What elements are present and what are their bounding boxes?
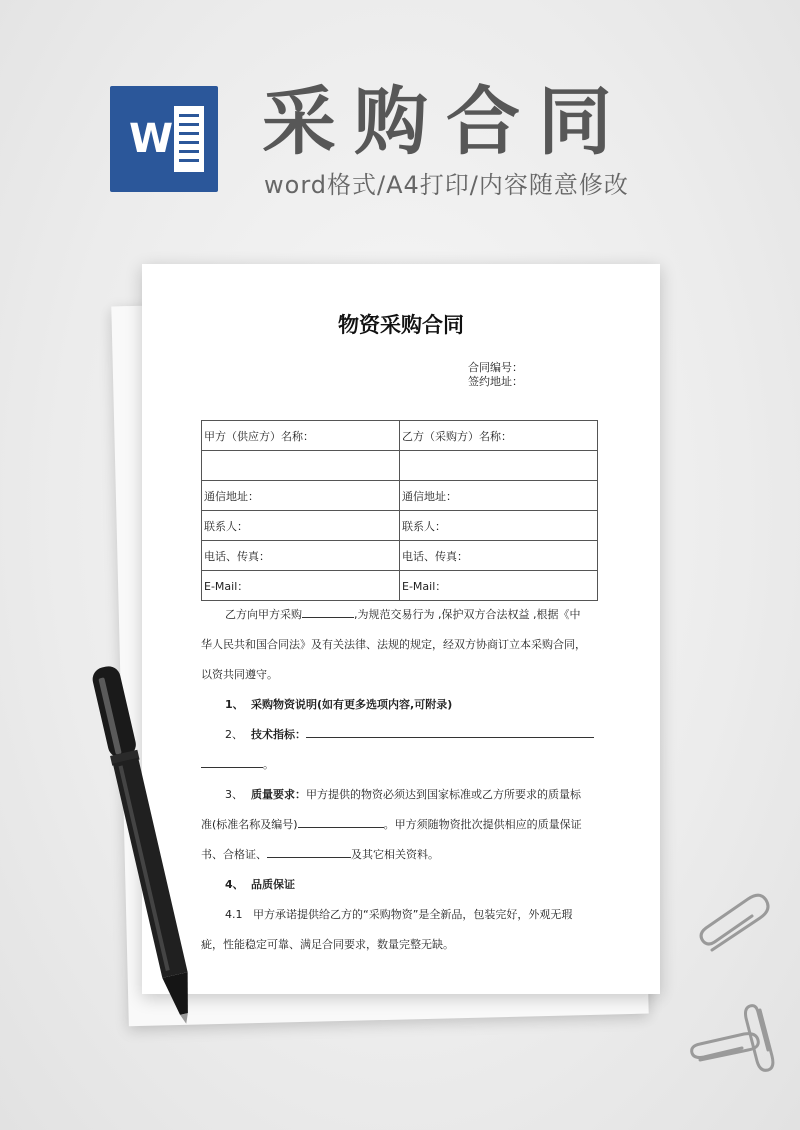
- supplier-contact-cell: 联系人：: [202, 511, 400, 541]
- document-title: 物资采购合同: [338, 313, 464, 337]
- table-row: [202, 571, 598, 601]
- party-info-table: [201, 420, 598, 601]
- blank-line: [298, 815, 384, 828]
- section-4-1-line-1: [201, 900, 599, 930]
- supplier-phone-cell: 电话、传真：: [202, 541, 400, 571]
- intro-text: 乙方向甲方采购: [225, 608, 302, 621]
- section-text: 及其它相关资料。: [351, 848, 439, 861]
- intro-line-3: 以资共同遵守。: [201, 668, 278, 681]
- contract-meta: [468, 361, 588, 389]
- buyer-phone-cell: 电话、传真：: [400, 541, 598, 571]
- section-number: 4、: [225, 878, 244, 891]
- table-row: [202, 421, 598, 451]
- section-3-line-2: [201, 810, 599, 840]
- buyer-name-cell: 乙方（采购方）名称：: [400, 421, 598, 451]
- blank-line: [267, 845, 351, 858]
- section-3-line-1: [201, 780, 599, 810]
- section-text: 准(标准名称及编号): [201, 818, 298, 831]
- supplier-email-cell: E-Mail：: [202, 571, 400, 601]
- section-title: 品质保证: [251, 878, 295, 891]
- blank-line: [306, 725, 594, 738]
- contract-no-label: 合同编号：: [468, 361, 523, 374]
- buyer-contact-cell: 联系人：: [400, 511, 598, 541]
- intro-line-1: [201, 600, 599, 630]
- sign-place-label: 签约地址：: [468, 375, 523, 388]
- intro-text: ,为规范交易行为 ,保护双方合法权益 ,根据《中: [354, 608, 581, 621]
- section-title: 质量要求：: [251, 788, 306, 801]
- table-row: [202, 511, 598, 541]
- word-logo-lines: [174, 106, 204, 172]
- section-4-heading: [201, 870, 599, 900]
- supplier-name-cell: 甲方（供应方）名称：: [202, 421, 400, 451]
- section-number: 4.1: [225, 908, 243, 921]
- buyer-name-value-cell: [400, 451, 598, 481]
- table-row: [202, 481, 598, 511]
- document-sheet: [142, 264, 660, 994]
- section-text: 甲方承诺提供给乙方的“采购物资”是全新品，包装完好，外观无瑕: [253, 908, 573, 921]
- blank-line: [302, 605, 354, 618]
- word-logo-letter: W: [128, 116, 174, 162]
- supplier-address-cell: 通信地址：: [202, 481, 400, 511]
- table-row: [202, 451, 598, 481]
- section-title: 技术指标：: [251, 728, 306, 741]
- banner-title: 采购合同: [262, 79, 630, 165]
- section-text: 。甲方须随物资批次提供相应的质量保证: [383, 818, 582, 831]
- section-text: 。: [263, 758, 274, 771]
- buyer-address-cell: 通信地址：: [400, 481, 598, 511]
- word-logo-icon: [110, 86, 218, 192]
- section-text: 甲方提供的物资必须达到国家标准或乙方所要求的质量标: [306, 788, 581, 801]
- section-2-continuation: [201, 750, 599, 780]
- section-number: 1、: [225, 698, 244, 711]
- section-3-line-3: [201, 840, 599, 870]
- section-number: 3、: [225, 788, 243, 801]
- intro-line-2: 华人民共和国合同法》及有关法律、法规的规定，经双方协商订立本采购合同，: [201, 638, 586, 651]
- supplier-name-value-cell: [202, 451, 400, 481]
- section-number: 2、: [225, 728, 243, 741]
- table-row: [202, 541, 598, 571]
- section-1-heading: [201, 690, 599, 720]
- section-text: 书、合格证、: [201, 848, 267, 861]
- section-title: 采购物资说明(如有更多选项内容,可附录): [251, 698, 453, 711]
- blank-line: [201, 755, 263, 768]
- section-4-1-line-2: 疵，性能稳定可靠、满足合同要求，数量完整无缺。: [201, 938, 454, 951]
- contract-body: [201, 600, 599, 960]
- section-2-heading: [201, 720, 599, 750]
- banner-subtitle: word格式/A4打印/内容随意修改: [264, 171, 629, 199]
- buyer-email-cell: E-Mail：: [400, 571, 598, 601]
